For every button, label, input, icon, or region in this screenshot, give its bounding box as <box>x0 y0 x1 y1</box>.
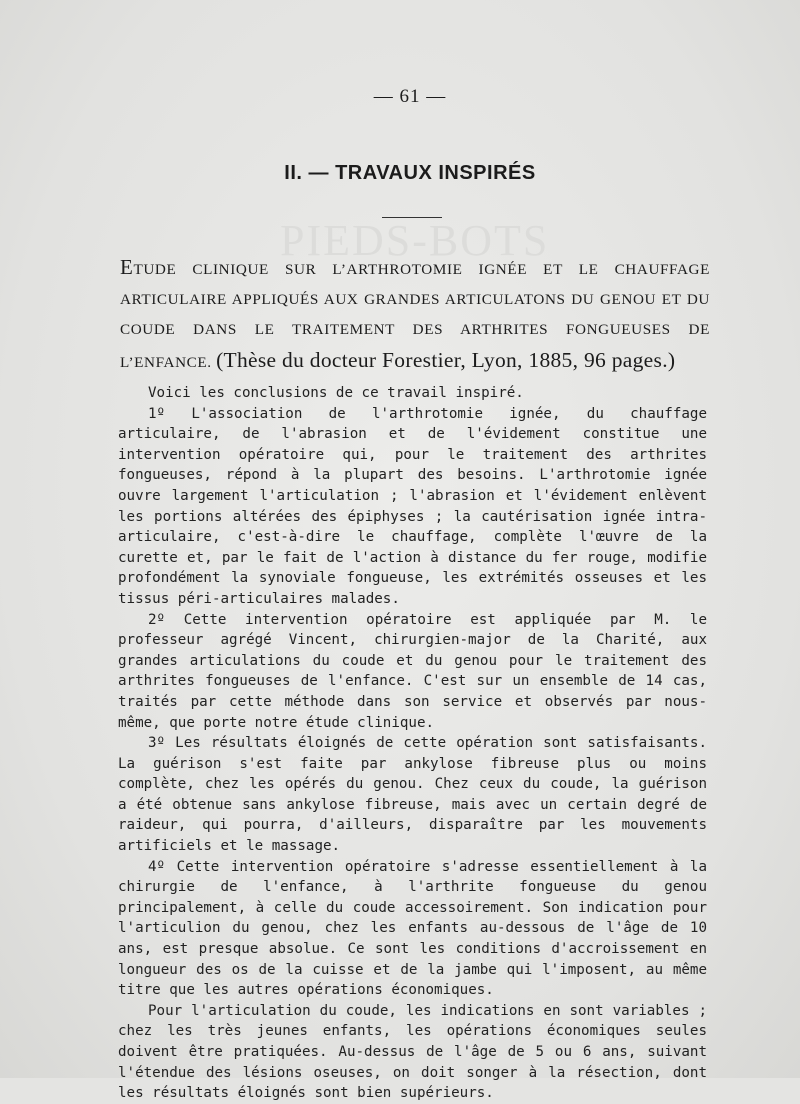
paragraph-conclusion-1: 1º L'association de l'arthrotomie ignée, du chauffage articulaire, de l'abrasion et de l'évidement constitue une intervention opératoire qui, pour le traitement des arthrites fongueuses, répond à la plupart des besoins. L'arthrotomie ignée ouvre largement l'articulation ; l'abrasion et l'évidement enlèvent les portions altérées des épiphyses ; la cautérisation ignée intra-articulaire, c'est-à-dire le chauffage, complète l'œuvre de la curette et, par le fait de l'action à distance du fer rouge, modifie profondément la synoviale fongueuse, les extrémités osseuses et les tissus péri-articulaires malades. <box>118 405 707 607</box>
work-title-initial: E <box>120 255 134 279</box>
work-title <box>120 252 710 378</box>
page-number: — 61 — <box>373 86 447 107</box>
section-divider <box>382 217 442 218</box>
paragraph-elbow: Pour l'articulation du coude, les indications en sont variables ; chez les très jeunes enfants, les opérations économiques seules doivent être pratiquées. Au-dessus de l'âge de 5 ou 6 ans, suivant l'étendue des lésions oseuses, on doit songer à la résection, dont les résultats éloignés sont bien supérieurs. <box>118 1002 707 1102</box>
work-title-text: TUDE CLINIQUE SUR L’ARTHROTOMIE IGNÉE ET LE CHAUFFAGE ARTICULAIRE APPLIQUÉS AUX GRANDES ARTICULATONS DU GENOU ET DU COUDE DANS LE TRAITEMENT DES ARTHRITES FONGUEUSES DE L’ENFANCE. <box>120 261 710 371</box>
paragraph-conclusion-2: 2º Cette intervention opératoire est appliquée par M. le professeur agrégé Vincent, chirurgien-major de la Charité, aux grandes articulations du coude et du genou pour le traitement des arthrites fongueuses de l'enfance. C'est sur un ensemble de 14 cas, traités par cette méthode dans son service et observés par nous-même, que porte notre étude clinique. <box>118 611 707 731</box>
section-title: II. — TRAVAUX INSPIRÉS <box>284 162 536 184</box>
body-text <box>118 383 707 1104</box>
work-citation: (Thèse du docteur Forestier, Lyon, 1885, 96 pages.) <box>216 348 676 372</box>
paragraph-intro: Voici les conclusions de ce travail inspiré. <box>148 385 524 401</box>
bleed-through-text: PIEDS-BOTS <box>280 216 550 265</box>
paragraph-conclusion-4: 4º Cette intervention opératoire s'adresse essentiellement à la chirurgie de l'enfance, à l'arthrite fongueuse du genou principalement, à celle du coude accessoirement. Son indication pour l'articulion du genou, chez les enfants au-dessous de l'âge de 10 ans, est presque absolue. Ce sont les conditions d'accroissement en longueur des os de la cuisse et de la jambe qui l'imposent, au même titre que les autres opérations économiques. <box>118 858 707 999</box>
paragraph-conclusion-3: 3º Les résultats éloignés de cette opération sont satisfaisants. La guérison s'est faite par ankylose fibreuse plus ou moins complète, chez les opérés du genou. Chez ceux du coude, la guérison a été obtenue sans ankylose fibreuse, mais avec un certain degré de raideur, qui pourra, d'ailleurs, disparaître par les mouvements artificiels et le massage. <box>118 735 707 855</box>
